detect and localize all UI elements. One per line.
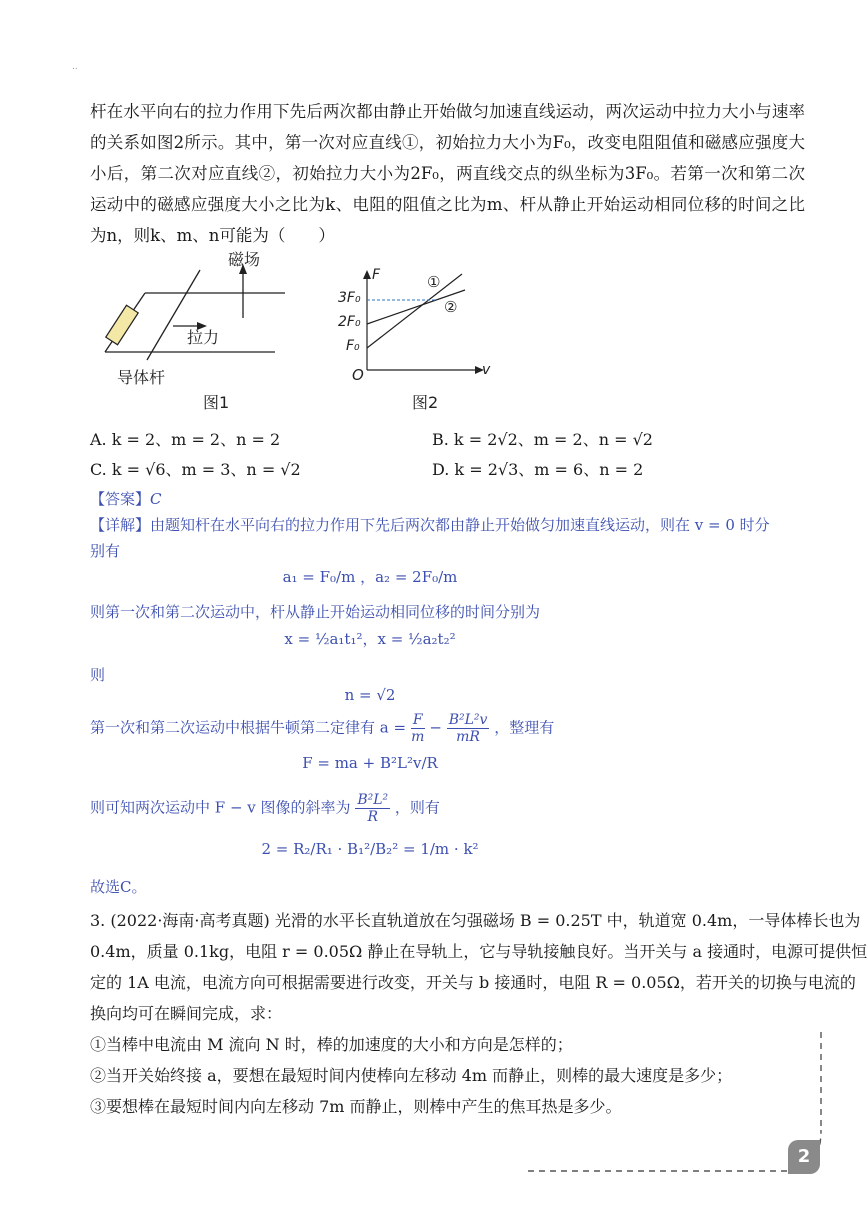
option-c: C. k = √6、m = 3、n = √2 (90, 460, 301, 479)
answer-line (90, 488, 162, 509)
fraction-slope: $\frac{\text{B²L²}}{R}$ (357, 792, 389, 825)
tick-f0: F₀ (346, 338, 360, 354)
origin-label: O (352, 366, 364, 384)
detail-text-4a: 第一次和第二次运动中根据牛顿第二定律有 a = (90, 718, 407, 737)
detail-line-4: 第一次和第二次运动中根据牛顿第二定律有 a = $\frac{F}{m}$ − $\frac{\text{B²L²v}}{mR}$ ，整理有 (90, 712, 555, 745)
x-axis-label: v (482, 362, 491, 378)
page-corner-decoration (520, 1030, 830, 1180)
top-mark: .. (72, 62, 78, 72)
q3-line-1: 3. (2022·海南·高考真题) 光滑的水平长直轨道放在匀强磁场 B = 0.25T 中，轨道宽 0.4m，一导体棒长也为 (90, 911, 861, 930)
q3-line-4: 换向均可在瞬间完成，求： (90, 1004, 283, 1023)
q3-line-2: 0.4m，质量 0.1kg，电阻 r = 0.05Ω 静止在导轨上，它与导轨接触良好。当开关与 a 接通时，电源可提供恒 (90, 942, 868, 961)
q3-part-2: ②当开关始终接 a，要想在最短时间内使棒向左移动 4m 而静止，则棒的最大速度是多少； (90, 1066, 733, 1085)
figure-1 (95, 248, 285, 418)
detail-line-6: 故选C。 (90, 878, 147, 896)
tick-2f0: 2F₀ (338, 314, 361, 330)
detail-line-1 (90, 514, 770, 535)
equation-f: F = ma + B²L²v/R (302, 754, 438, 772)
line-2-label: ② (444, 298, 458, 316)
detail-text-5a: 则可知两次运动中 F − v 图像的斜率为 (90, 798, 351, 817)
detail-tag: 【详解】 (90, 516, 151, 534)
detail-line-5 (90, 792, 440, 825)
answer-value: C (150, 490, 162, 508)
field-label: 磁场 (228, 250, 261, 269)
figure-2-caption: 图2 (412, 393, 439, 412)
tick-3f0: 3F₀ (338, 290, 361, 306)
rod-label: 导体杆 (117, 368, 166, 387)
answer-tag: 【答案】 (90, 490, 151, 508)
problem-text: 杆在水平向右的拉力作用下先后两次都由静止开始做匀加速直线运动，两次运动中拉力大小与速率的关系如图2所示。其中，第一次对应直线①，初始拉力大小为F₀，改变电阻阻值和磁感应强度大小后，第二次对应直线②，初始拉力大小为2F₀，两直线交点的纵坐标为3F₀。若第一次和第二次运动中的磁感应强度大小之比为k、电阻的阻值之比为m、杆从静止开始运动相同位移的时间之比为n，则k、m、n可能为（ ） (90, 102, 805, 245)
equation-x: x = ½a₁t₁²，x = ½a₂t₂² (284, 630, 456, 648)
y-axis-label: F (372, 267, 381, 283)
option-d: D. k = 2√3、m = 6、n = 2 (432, 460, 644, 479)
option-a: A. k = 2、m = 2、n = 2 (90, 430, 281, 449)
detail-line-1b: 别有 (90, 542, 121, 560)
detail-text-1: 由题知杆在水平向右的拉力作用下先后两次都由静止开始做匀加速直线运动，则在 v = 0 时分 (150, 516, 770, 534)
figure-2 (330, 262, 510, 412)
fraction-f-over-m: $\frac{F}{m}$ (411, 712, 425, 745)
force-label: 拉力 (187, 328, 220, 347)
q3-part-1: ①当棒中电流由 M 流向 N 时，棒的加速度的大小和方向是怎样的； (90, 1035, 573, 1054)
figure-1-caption: 图1 (203, 393, 230, 412)
equation-ratio: 2 = R₂/R₁ · B₁²/B₂² = 1/m · k² (261, 840, 479, 858)
q3-part-3: ③要想棒在最短时间内向左移动 7m 而静止，则棒中产生的焦耳热是多少。 (90, 1097, 622, 1116)
line-1-label: ① (427, 273, 441, 291)
equation-accel: a₁ = F₀/m ，a₂ = 2F₀/m (282, 568, 458, 586)
equation-n: n = √2 (344, 686, 396, 704)
detail-line-2: 则第一次和第二次运动中，杆从静止开始运动相同位移的时间分别为 (90, 603, 541, 621)
detail-line-3: 则 (90, 666, 106, 684)
detail-text-5b: ，则有 (394, 798, 440, 817)
page-number-badge: 2 (788, 1140, 820, 1174)
fraction-b2l2v-over-mr: $\frac{\text{B²L²v}}{mR}$ (448, 712, 488, 745)
detail-text-4b: ，整理有 (494, 718, 555, 737)
option-b: B. k = 2√2、m = 2、n = √2 (432, 430, 653, 449)
q3-line-3: 定的 1A 电流，电流方向可根据需要进行改变，开关与 b 接通时，电阻 R = 0.05Ω，若开关的切换与电流的 (90, 973, 856, 992)
